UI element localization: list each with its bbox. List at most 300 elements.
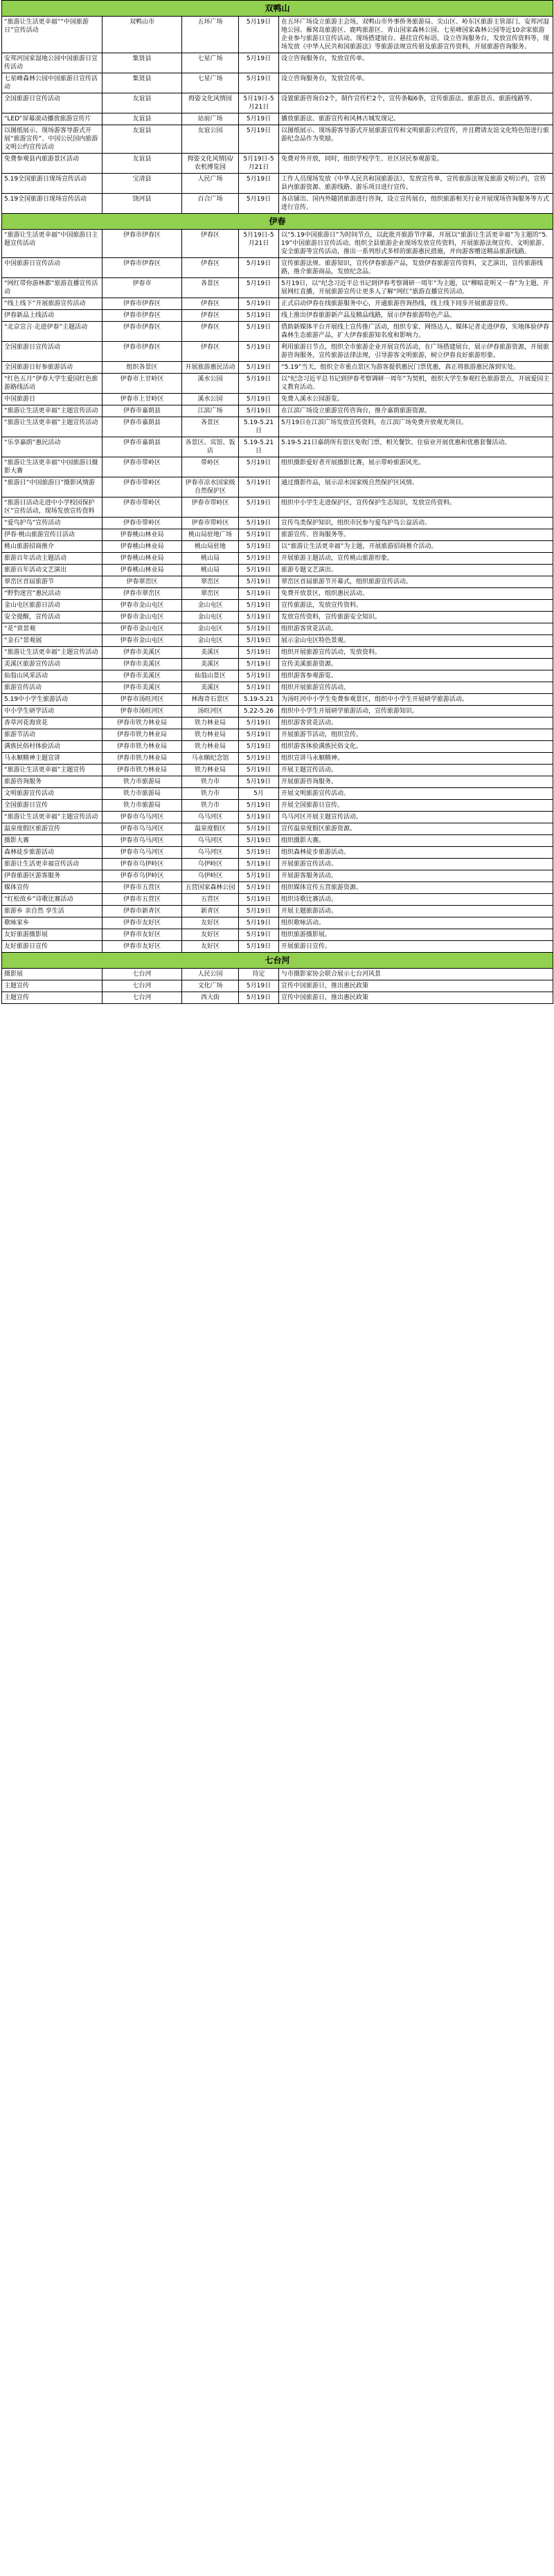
cell-venue: 金山屯区 [182, 600, 239, 612]
cell-date: 5月19日 [239, 576, 279, 588]
cell-name: 七星峰森林公园中国旅游日宣传活动 [2, 73, 102, 93]
cell-name: “旅游让生活更幸福”中国旅游日摄影大赛 [2, 457, 102, 477]
cell-place: 伊春市铁力林业局 [102, 753, 182, 765]
cell-content: 组织歌咏活动。 [279, 917, 553, 929]
cell-place: 伊春市伊春区 [102, 258, 182, 278]
cell-place: 伊春市伊春区 [102, 230, 182, 258]
cell-name: “北京宣言·走进伊春”主题活动 [2, 322, 102, 342]
cell-content: 利用旅游日节点，组织全市旅游企业开展宣传活动，在广场搭建展台，展示伊春旅游资源，开展旅游咨询服务，宣传旅游法律法规，引导游客文明旅游，树立伊春良好旅游形象。 [279, 342, 553, 362]
cell-content: 宣传旅游法，发放宣传资料。 [279, 600, 553, 612]
table-row [2, 457, 553, 477]
activity-table [1, 0, 553, 1004]
table-row [2, 588, 553, 600]
cell-name: 翠峦区首届旅游节 [2, 576, 102, 588]
cell-content: 宣传中国旅游日，推出惠民政策 [279, 992, 553, 1004]
cell-name: 伊春新品上线活动 [2, 310, 102, 322]
cell-content: 与市摄影家协会联合展示七台河风景 [279, 969, 553, 980]
cell-place: 友谊县 [102, 154, 182, 174]
section-title: 伊春 [2, 214, 553, 230]
cell-venue: 江滨广场 [182, 405, 239, 417]
cell-content: 宣传美溪旅游资源。 [279, 659, 553, 670]
cell-content: 5月19日，以“纪念习近平总书记到伊春考察调研一周年”为主题，以“柳暗花明又一春”为主题，开展网红直播，开展旅游宣传让更多人了解“网红”旅游直播宣传活动。 [279, 278, 553, 298]
cell-place: 铁力市旅游局 [102, 800, 182, 812]
cell-venue: 仙翁山景区 [182, 670, 239, 682]
cell-content: 开展旅游日宣传。 [279, 941, 553, 953]
table-row [2, 518, 553, 529]
cell-venue: 伊春区 [182, 258, 239, 278]
table-row [2, 969, 553, 980]
cell-content: 宣传鸟类保护知识，组织市民参与爱鸟护鸟公益活动。 [279, 518, 553, 529]
cell-content: 组织游客赏花活动。 [279, 718, 553, 729]
cell-date: 5月19日 [239, 941, 279, 953]
cell-date: 5月19日 [239, 718, 279, 729]
cell-content: 组织摄影大赛。 [279, 835, 553, 847]
cell-name: “旅游让生活更幸福”主题宣传活动 [2, 812, 102, 823]
cell-date: 5月19日 [239, 174, 279, 194]
table-row [2, 917, 553, 929]
cell-content: 开展主题宣传活动。 [279, 765, 553, 776]
table-row [2, 670, 553, 682]
cell-content: 开展游客服务活动。 [279, 870, 553, 882]
cell-content: 通过摄影作品，展示凉水国家级自然保护区风情。 [279, 477, 553, 497]
cell-date: 5月19日 [239, 647, 279, 659]
table-row [2, 765, 553, 776]
cell-content: 翠峦区首届旅游节开幕式，组织旅游宣传活动。 [279, 576, 553, 588]
cell-venue: 伊春区 [182, 322, 239, 342]
cell-place: 伊春市铁力林业局 [102, 718, 182, 729]
cell-name: 旅游节活动 [2, 729, 102, 741]
cell-venue: 五营国家森林公园 [182, 882, 239, 894]
cell-date: 5月19日 [239, 298, 279, 310]
cell-date: 5月19日 [239, 374, 279, 394]
table-row [2, 541, 553, 553]
cell-place: 伊春市乌马河区 [102, 812, 182, 823]
table-row [2, 174, 553, 194]
cell-name: 桃山旅游招商推介 [2, 541, 102, 553]
cell-content: 在江滨广场设立旅游宣传咨询台，推介嘉荫旅游资源。 [279, 405, 553, 417]
table-row [2, 776, 553, 788]
cell-place: 伊春市铁力林业局 [102, 765, 182, 776]
cell-name: 免费参观县内旅游景区活动 [2, 154, 102, 174]
cell-content: 乌马河区开展主题宣传活动。 [279, 812, 553, 823]
cell-venue: 溪水公园 [182, 394, 239, 405]
section-header-row [2, 214, 553, 230]
cell-date: 5月19日 [239, 477, 279, 497]
cell-name: 伊春旅游区游客服务 [2, 870, 102, 882]
cell-place: 伊春市乌马河区 [102, 823, 182, 835]
cell-place: 伊春市金山屯区 [102, 635, 182, 647]
table-row [2, 882, 553, 894]
cell-venue: 铁力市 [182, 800, 239, 812]
section-header-row [2, 1, 553, 17]
table-row [2, 258, 553, 278]
cell-name: 以图纸展示、现场游客导游式开展“旅游宣传”、中国公民国内旅游文明公约宣传活动 [2, 125, 102, 154]
cell-venue: 桃山局驻地 [182, 541, 239, 553]
cell-place: 伊春桃山林业局 [102, 541, 182, 553]
cell-date: 5月19日 [239, 765, 279, 776]
cell-date: 5月19日 [239, 670, 279, 682]
cell-place: 伊春市美溪区 [102, 647, 182, 659]
cell-name: 旅游百年活动文艺演出 [2, 565, 102, 576]
cell-date: 5月19日 [239, 776, 279, 788]
cell-venue: 五营区 [182, 894, 239, 906]
table-row [2, 298, 553, 310]
cell-venue: 文化广场 [182, 980, 239, 992]
cell-place: 伊春市友好区 [102, 941, 182, 953]
cell-place: 伊春市带岭区 [102, 477, 182, 497]
cell-name: 中小学生研学活动 [2, 706, 102, 718]
table-row [2, 405, 553, 417]
cell-content: 组织开展旅游宣传活动。 [279, 682, 553, 694]
cell-place: 伊春市汤旺河区 [102, 706, 182, 718]
cell-venue: 美溪区 [182, 682, 239, 694]
cell-name: 全国旅游日宣传 [2, 800, 102, 812]
cell-name: 仙翁山风采活动 [2, 670, 102, 682]
cell-date: 5月19日 [239, 882, 279, 894]
table-row [2, 812, 553, 823]
cell-date: 5.19-5.21日 [239, 417, 279, 437]
cell-place: 伊春市友好区 [102, 917, 182, 929]
cell-venue: 各景区 [182, 417, 239, 437]
cell-name: “线上线下”开展旅游宣传活动 [2, 298, 102, 310]
cell-venue: 乌伊岭区 [182, 870, 239, 882]
cell-place: 友谊县 [102, 125, 182, 154]
cell-name: “LED”屏幕滚动播放旅游宣传片 [2, 113, 102, 125]
table-row [2, 741, 553, 753]
table-row [2, 906, 553, 917]
cell-name: 旅游乡 亲自然 享生活 [2, 906, 102, 917]
cell-content: 发放宣传资料，宣传旅游安全知识。 [279, 612, 553, 623]
cell-name: “旅游日活动走进中小学校园保护区”宣传活动，现场发放宣传资料 [2, 497, 102, 518]
table-row [2, 835, 553, 847]
cell-place: 伊春市带岭区 [102, 518, 182, 529]
cell-content: 宣传旅游法规、旅游知识，宣传伊春旅游产品，发放伊春旅游宣传资料，文艺演出，宣传旅游线路，推介旅游商品，发放纪念品。 [279, 258, 553, 278]
cell-place: 七台河 [102, 969, 182, 980]
table-row [2, 113, 553, 125]
cell-content: 组织摄影爱好者开展摄影比赛，展示带岭旅游风光。 [279, 457, 553, 477]
cell-date: 5月19日 [239, 541, 279, 553]
cell-name: 旅游咨询服务 [2, 776, 102, 788]
cell-date: 5月19日 [239, 53, 279, 73]
cell-content: 开展全国旅游日宣传。 [279, 800, 553, 812]
table-row [2, 753, 553, 765]
table-row [2, 154, 553, 174]
cell-date: 5月19日 [239, 278, 279, 298]
cell-content: 各店铺出、国内外随团旅游进行咨询，设立宣传展台，组织旅游相关行业开展现场咨询服务等方式进行宣传。 [279, 194, 553, 214]
cell-venue: 汤旺河区 [182, 706, 239, 718]
cell-date: 5月19日 [239, 310, 279, 322]
cell-name: 中国旅游日宣传活动 [2, 258, 102, 278]
cell-name: 文明旅游宣传活动 [2, 788, 102, 800]
cell-venue: 友好区 [182, 929, 239, 941]
table-row [2, 894, 553, 906]
cell-content: 设立咨询服务台，发放宣传单。 [279, 73, 553, 93]
cell-name: 安全提醒，宣传活动 [2, 612, 102, 623]
cell-content: 免费对外开放，同时，组织学校学生、社区居民参观游览。 [279, 154, 553, 174]
cell-name: “花”赏景观 [2, 623, 102, 635]
table-row [2, 394, 553, 405]
table-row [2, 93, 553, 113]
cell-venue: 友谊公园 [182, 125, 239, 154]
table-row [2, 980, 553, 992]
cell-content: 正式启动伊春在线旅游服务中心，开通旅游咨询热线，线上线下同步开展旅游宣传。 [279, 298, 553, 310]
table-row [2, 529, 553, 541]
cell-venue: 七星广场 [182, 73, 239, 93]
cell-date: 5月19日 [239, 113, 279, 125]
cell-place: 伊春桃山林业局 [102, 553, 182, 565]
cell-place: 伊春市五营区 [102, 882, 182, 894]
cell-date: 5月19日 [239, 635, 279, 647]
cell-date: 5月19日 [239, 194, 279, 214]
cell-venue: 拇姿文化风情园 [182, 93, 239, 113]
cell-name: “旅游让生活更幸福”“中国旅游日”宣传活动 [2, 17, 102, 53]
cell-place: 友谊县 [102, 93, 182, 113]
cell-name: 主题宣传 [2, 992, 102, 1004]
cell-place: 伊春市乌马河区 [102, 847, 182, 859]
cell-place: 伊春市铁力林业局 [102, 729, 182, 741]
cell-name: 5.19全国旅游日现场宣传活动 [2, 174, 102, 194]
table-row [2, 788, 553, 800]
cell-content: 旅游宣传、咨询服务等。 [279, 529, 553, 541]
cell-place: 友谊县 [102, 113, 182, 125]
cell-place: 组织各景区 [102, 362, 182, 374]
cell-content: 组织诗歌比赛活动。 [279, 894, 553, 906]
cell-venue: 铁力市 [182, 788, 239, 800]
cell-content: 组织中小学生开展研学旅游活动，宣传旅游知识。 [279, 706, 553, 718]
cell-content: 5月19日在江滨广场发放宣传资料，在江滨广场免费开放观光项目。 [279, 417, 553, 437]
cell-name: 旅游让生活更幸福宣传活动 [2, 859, 102, 870]
table-row [2, 437, 553, 457]
cell-name: 旅游百年活动主题活动 [2, 553, 102, 565]
cell-content: 开展旅游主题活动，宣传桃山旅游形象。 [279, 553, 553, 565]
cell-date: 5月19日 [239, 992, 279, 1004]
cell-venue: 带岭区 [182, 457, 239, 477]
cell-venue: 友好区 [182, 941, 239, 953]
cell-content: 免费入溪水公园游览。 [279, 394, 553, 405]
table-row [2, 17, 553, 53]
cell-date: 5.19-5.21 [239, 694, 279, 706]
cell-place: 集贤县 [102, 53, 182, 73]
cell-date: 5月19日 [239, 457, 279, 477]
cell-date: 5月19日 [239, 342, 279, 362]
cell-name: “红色五月”伊春大学生爱国红色旅游路线活动 [2, 374, 102, 394]
cell-name: 摄影展 [2, 969, 102, 980]
cell-date: 5月19日 [239, 800, 279, 812]
cell-date: 5月19日 [239, 73, 279, 93]
cell-content: 组织中小学生走进保护区，宣传保护生态知识，发放宣传资料。 [279, 497, 553, 518]
table-row [2, 847, 553, 859]
cell-venue: 金山屯区 [182, 623, 239, 635]
cell-name: 全国旅游日宣传活动 [2, 342, 102, 362]
cell-date: 5月19日 [239, 588, 279, 600]
cell-content: 开展文明旅游宣传活动。 [279, 788, 553, 800]
cell-name: “旅游让生活更幸福”主题宣传活动 [2, 405, 102, 417]
table-row [2, 800, 553, 812]
cell-venue: 乌马河区 [182, 847, 239, 859]
cell-content: 工作人员现场发放《中华人民共和国旅游法》，发放宣传单，宣传旅游法规及旅游文明公约，宣传县内旅游资源、旅游线路、游乐项目进行宣传。 [279, 174, 553, 194]
table-row [2, 553, 553, 565]
cell-date: 5月19日 [239, 835, 279, 847]
table-row [2, 612, 553, 623]
cell-content: 组织开展旅游宣传活动，发放资料。 [279, 647, 553, 659]
cell-venue: 七星广场 [182, 53, 239, 73]
cell-name: 歌咏家乡 [2, 917, 102, 929]
cell-name: 旅游宣传活动 [2, 682, 102, 694]
cell-content: 开展旅游咨询服务。 [279, 776, 553, 788]
cell-date: 5月19日 [239, 612, 279, 623]
cell-place: 伊春市带岭区 [102, 457, 182, 477]
cell-venue: 美溪区 [182, 659, 239, 670]
table-row [2, 600, 553, 612]
cell-date: 5月19日-5月21日 [239, 93, 279, 113]
table-row [2, 941, 553, 953]
cell-place: 伊春市嘉荫县 [102, 437, 182, 457]
cell-place: 伊春市上甘岭区 [102, 374, 182, 394]
cell-date: 5月19日 [239, 729, 279, 741]
cell-date: 5月19日 [239, 980, 279, 992]
cell-date: 5.19-5.21日 [239, 437, 279, 457]
cell-date: 5月19日-5月21日 [239, 230, 279, 258]
table-row [2, 194, 553, 214]
cell-place: 伊春桃山林业局 [102, 565, 182, 576]
cell-date: 5.22-5.26 [239, 706, 279, 718]
cell-name: 金山屯区旅游日活动 [2, 600, 102, 612]
cell-content: 设置旅游咨询台2个，制作宣传栏2个，宣传条幅6条，宣传旅游法、旅游景点、旅游线路等。 [279, 93, 553, 113]
cell-content: 旅游专题文艺演出。 [279, 565, 553, 576]
cell-name: 森林徒步旅游活动 [2, 847, 102, 859]
cell-date: 5月19日 [239, 894, 279, 906]
cell-venue: 林海奇石景区 [182, 694, 239, 706]
cell-name: 中国旅游日 [2, 394, 102, 405]
cell-venue: 伊春区 [182, 310, 239, 322]
cell-name: 5.19全国旅游日现场宣传活动 [2, 194, 102, 214]
cell-date: 5月 [239, 788, 279, 800]
cell-place: 伊春翠峦区 [102, 576, 182, 588]
table-row [2, 682, 553, 694]
cell-date: 5月19日-5月21日 [239, 154, 279, 174]
table-row [2, 576, 553, 588]
cell-date: 5月19日 [239, 659, 279, 670]
cell-name: 温泉度假区旅游宣传 [2, 823, 102, 835]
cell-content: 设立咨询服务台，发放宣传单。 [279, 53, 553, 73]
cell-content: 组织旅游摄影展。 [279, 929, 553, 941]
cell-content: 组织森林徒步旅游活动。 [279, 847, 553, 859]
cell-place: 伊春市美溪区 [102, 659, 182, 670]
cell-name: 伊春·桃山旅游宣传日活动 [2, 529, 102, 541]
cell-name: 友好旅游日宣传 [2, 941, 102, 953]
table-row [2, 635, 553, 647]
cell-venue: 铁力林业局 [182, 718, 239, 729]
cell-name: 主题宣传 [2, 980, 102, 992]
cell-name: 马永顺精神主题宣讲 [2, 753, 102, 765]
cell-venue: 美溪区 [182, 647, 239, 659]
cell-content: 开展主题旅游活动。 [279, 906, 553, 917]
cell-name: 美溪区旅游宣传活动 [2, 659, 102, 670]
cell-date: 待定 [239, 969, 279, 980]
cell-name: “旅游让生活更幸福”主题宣传活动 [2, 647, 102, 659]
cell-content: 开展旅游节活动，组织宣传。 [279, 729, 553, 741]
cell-content: 组织游客体验满族民俗文化。 [279, 741, 553, 753]
cell-place: 伊春市伊春区 [102, 342, 182, 362]
cell-place: 伊春市乌伊岭区 [102, 859, 182, 870]
cell-venue: 五环广场 [182, 17, 239, 53]
table-row [2, 362, 553, 374]
cell-name: 摄影大赛 [2, 835, 102, 847]
cell-name: 安邦河国家湿地公园中国旅游日宣传活动 [2, 53, 102, 73]
table-row [2, 278, 553, 298]
cell-place: 集贤县 [102, 73, 182, 93]
cell-venue: 乌伊岭区 [182, 859, 239, 870]
table-row [2, 53, 553, 73]
cell-venue: 桃山局驻地广场 [182, 529, 239, 541]
cell-venue: 拇姿文化风情园/农机博览园 [182, 154, 239, 174]
table-row [2, 859, 553, 870]
cell-place: 双鸭山市 [102, 17, 182, 53]
cell-date: 5月19日 [239, 847, 279, 859]
cell-venue: 人民公园 [182, 969, 239, 980]
cell-place: 铁力市旅游局 [102, 788, 182, 800]
cell-date: 5月19日 [239, 258, 279, 278]
cell-venue: 开展旅游惠民活动 [182, 362, 239, 374]
cell-date: 5月19日 [239, 859, 279, 870]
cell-date: 5月19日 [239, 518, 279, 529]
cell-venue: 站前广场 [182, 113, 239, 125]
cell-venue: 金山屯区 [182, 612, 239, 623]
cell-place: 伊春市嘉荫县 [102, 417, 182, 437]
cell-venue: 翠峦区 [182, 576, 239, 588]
table-row [2, 729, 553, 741]
cell-venue: 铁力林业局 [182, 741, 239, 753]
cell-content: 宣传中国旅游日，推出惠民政策 [279, 980, 553, 992]
cell-date: 5月19日 [239, 497, 279, 518]
cell-date: 5月19日 [239, 17, 279, 53]
cell-name: 媒体宣传 [2, 882, 102, 894]
cell-name: “乐享嘉荫”惠民活动 [2, 437, 102, 457]
cell-place: 伊春市伊春区 [102, 298, 182, 310]
cell-name: 全国旅游日宣传活动 [2, 93, 102, 113]
cell-place: 伊春市乌马河区 [102, 835, 182, 847]
cell-venue: 伊春市带岭区 [182, 497, 239, 518]
cell-place: 伊春市金山屯区 [102, 623, 182, 635]
cell-place: 伊春市美溪区 [102, 682, 182, 694]
cell-date: 5月19日 [239, 906, 279, 917]
cell-date: 5月19日 [239, 823, 279, 835]
cell-content: 组织宣讲马永顺精神。 [279, 753, 553, 765]
cell-content: 以“5.19中国旅游日”为时间节点，以此批开旅游节序幕，开展以“旅游让生活更幸福”为主题的“5.19”中国旅游日宣传活动。组织全县旅游企业现场发放宣传资料，开展旅游法规宣传、文明旅游、安全旅游等宣传活动，推出一系列形式多样的旅游惠民措施，并向游客赠送精品旅游线路。 [279, 230, 553, 258]
table-row [2, 623, 553, 635]
table-row [2, 992, 553, 1004]
cell-content: 展示金山屯区特色景观。 [279, 635, 553, 647]
cell-content: 以“旅游让生活更幸福”为主题，开展旅游招商推介活动。 [279, 541, 553, 553]
cell-venue: 各景区 [182, 278, 239, 298]
cell-place: 伊春市翠峦区 [102, 588, 182, 600]
cell-venue: 乌马河区 [182, 835, 239, 847]
cell-venue: 新青区 [182, 906, 239, 917]
table-row [2, 565, 553, 576]
cell-name: 香草河花海赏花 [2, 718, 102, 729]
cell-venue: 桃山局 [182, 565, 239, 576]
table-row [2, 230, 553, 258]
cell-name: “爱鸟护鸟”宣传活动 [2, 518, 102, 529]
cell-venue: 友好区 [182, 917, 239, 929]
cell-content: 组织游客参观游览。 [279, 670, 553, 682]
table-row [2, 929, 553, 941]
cell-content: 借助新媒体平台开展线上宣传推广活动，组织专家、网络达人、媒体记者走进伊春，实地体验伊春森林生态旅游产品，扩大伊春旅游知名度和影响力。 [279, 322, 553, 342]
table-row [2, 706, 553, 718]
cell-venue: 金山屯区 [182, 635, 239, 647]
cell-place: 伊春市友好区 [102, 929, 182, 941]
table-row [2, 417, 553, 437]
